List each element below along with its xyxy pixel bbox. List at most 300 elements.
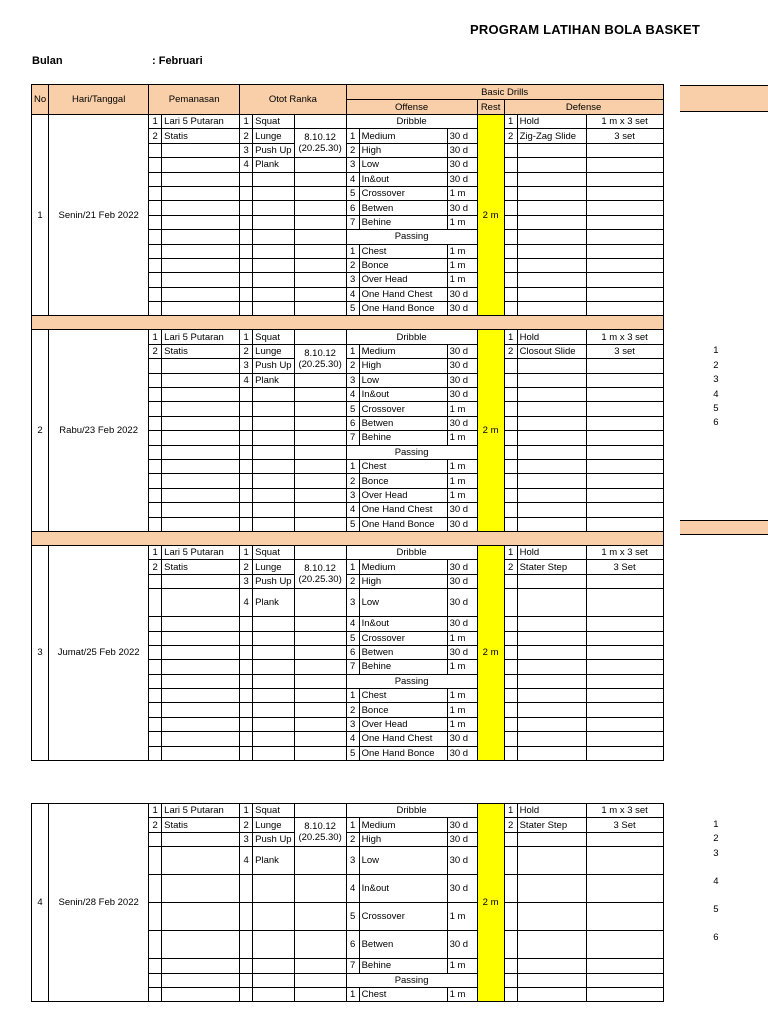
strength-name: Lunge — [253, 560, 294, 574]
strength-name — [253, 431, 294, 445]
defense-name — [517, 903, 586, 931]
strength-reps-empty — [294, 660, 346, 674]
warmup-index — [149, 574, 162, 588]
dribble-index: 1 — [346, 344, 359, 358]
extra-number: 1 — [713, 345, 719, 357]
extra-number: 4 — [713, 388, 719, 400]
defense-name — [517, 474, 586, 488]
strength-name: Squat — [253, 804, 294, 818]
defense-sets — [586, 746, 663, 760]
warmup-index: 2 — [149, 344, 162, 358]
strength-reps-top — [294, 545, 346, 559]
warmup-index: 1 — [149, 804, 162, 818]
defense-index: 1 — [504, 804, 517, 818]
defense-name — [517, 244, 586, 258]
defense-sets — [586, 230, 663, 244]
dribble-name: Crossover — [359, 631, 447, 645]
warmup-index — [149, 959, 162, 973]
passing-name: One Hand Chest — [359, 287, 447, 301]
warmup-index — [149, 488, 162, 502]
strength-reps-empty — [294, 287, 346, 301]
defense-index — [504, 416, 517, 430]
strength-reps-empty — [294, 258, 346, 272]
dribble-name: Betwen — [359, 931, 447, 959]
strength-name — [253, 388, 294, 402]
defense-name — [517, 459, 586, 473]
defense-name — [517, 201, 586, 215]
gap-cell — [32, 789, 664, 804]
strength-name: Push Up — [253, 143, 294, 157]
warmup-name — [162, 201, 240, 215]
dribble-duration: 30 d — [447, 832, 477, 846]
warmup-index — [149, 244, 162, 258]
defense-index — [504, 574, 517, 588]
extra-number: 2 — [713, 833, 719, 845]
strength-name — [253, 931, 294, 959]
defense-sets — [586, 503, 663, 517]
passing-index: 4 — [346, 503, 359, 517]
strength-index: 2 — [240, 344, 253, 358]
warmup-index — [149, 689, 162, 703]
defense-name — [517, 431, 586, 445]
defense-name — [517, 388, 586, 402]
passing-name: Over Head — [359, 717, 447, 731]
extra-number: 4 — [713, 875, 719, 887]
defense-name — [517, 273, 586, 287]
defense-name — [517, 402, 586, 416]
defense-sets: 1 m x 3 set — [586, 115, 663, 129]
strength-reps-top — [294, 804, 346, 818]
passing-name: One Hand Chest — [359, 732, 447, 746]
month-label: Bulan — [32, 55, 63, 67]
strength-index: 4 — [240, 589, 253, 617]
defense-index — [504, 273, 517, 287]
warmup-index — [149, 230, 162, 244]
strength-index — [240, 474, 253, 488]
row-date: Rabu/23 Feb 2022 — [49, 330, 149, 531]
strength-index: 1 — [240, 330, 253, 344]
defense-index — [504, 373, 517, 387]
defense-index — [504, 474, 517, 488]
defense-sets — [586, 973, 663, 987]
section-separator — [32, 316, 665, 330]
dribble-duration: 1 m — [447, 959, 477, 973]
strength-name — [253, 903, 294, 931]
defense-sets — [586, 875, 663, 903]
dribble-index: 5 — [346, 402, 359, 416]
warmup-name — [162, 172, 240, 186]
strength-reps-empty — [294, 517, 346, 531]
defense-name — [517, 660, 586, 674]
defense-index — [504, 617, 517, 631]
defense-sets — [586, 987, 663, 1001]
dribble-name: High — [359, 143, 447, 157]
strength-name — [253, 459, 294, 473]
defense-index — [504, 258, 517, 272]
passing-duration: 30 d — [447, 503, 477, 517]
strength-reps-empty — [294, 689, 346, 703]
defense-name — [517, 875, 586, 903]
warmup-name — [162, 931, 240, 959]
defense-sets: 1 m x 3 set — [586, 804, 663, 818]
warmup-index — [149, 973, 162, 987]
passing-index: 1 — [346, 244, 359, 258]
strength-reps-empty — [294, 987, 346, 1001]
section-separator — [32, 531, 665, 545]
passing-label: Passing — [346, 230, 477, 244]
warmup-index — [149, 645, 162, 659]
defense-sets — [586, 158, 663, 172]
defense-index — [504, 973, 517, 987]
strength-name — [253, 660, 294, 674]
warmup-index: 2 — [149, 560, 162, 574]
strength-reps-empty — [294, 373, 346, 387]
strength-name — [253, 402, 294, 416]
defense-name — [517, 746, 586, 760]
strength-name — [253, 732, 294, 746]
header-hari: Hari/Tanggal — [49, 85, 149, 115]
defense-sets — [586, 143, 663, 157]
warmup-index — [149, 445, 162, 459]
strength-name — [253, 987, 294, 1001]
defense-index — [504, 903, 517, 931]
defense-sets — [586, 517, 663, 531]
dribble-label: Dribble — [346, 545, 477, 559]
strength-index — [240, 302, 253, 316]
dribble-duration: 1 m — [447, 660, 477, 674]
defense-index — [504, 987, 517, 1001]
warmup-index — [149, 431, 162, 445]
strength-name — [253, 488, 294, 502]
strength-index — [240, 215, 253, 229]
defense-name: Closout Slide — [517, 344, 586, 358]
defense-sets — [586, 402, 663, 416]
warmup-name: Lari 5 Putaran — [162, 330, 240, 344]
warmup-index: 2 — [149, 129, 162, 143]
defense-sets — [586, 431, 663, 445]
strength-index — [240, 689, 253, 703]
defense-name — [517, 359, 586, 373]
defense-index: 2 — [504, 818, 517, 832]
passing-name: Chest — [359, 459, 447, 473]
dribble-index: 1 — [346, 129, 359, 143]
warmup-index — [149, 416, 162, 430]
strength-index — [240, 273, 253, 287]
strength-reps-empty — [294, 631, 346, 645]
warmup-index — [149, 388, 162, 402]
warmup-name — [162, 186, 240, 200]
dribble-duration: 30 d — [447, 560, 477, 574]
defense-name — [517, 215, 586, 229]
strength-reps-empty — [294, 402, 346, 416]
warmup-name — [162, 645, 240, 659]
defense-index — [504, 215, 517, 229]
defense-index — [504, 847, 517, 875]
dribble-duration: 1 m — [447, 186, 477, 200]
dribble-index: 5 — [346, 186, 359, 200]
defense-sets — [586, 645, 663, 659]
defense-index — [504, 488, 517, 502]
defense-sets: 3 set — [586, 129, 663, 143]
dribble-duration: 30 d — [447, 574, 477, 588]
warmup-name — [162, 832, 240, 846]
defense-sets: 3 set — [586, 344, 663, 358]
extra-number: 6 — [713, 417, 719, 429]
passing-label: Passing — [346, 445, 477, 459]
warmup-name — [162, 143, 240, 157]
dribble-index: 4 — [346, 617, 359, 631]
defense-index — [504, 459, 517, 473]
strength-name — [253, 717, 294, 731]
strength-name: Plank — [253, 373, 294, 387]
strength-index: 3 — [240, 574, 253, 588]
defense-sets — [586, 959, 663, 973]
warmup-index — [149, 201, 162, 215]
warmup-name — [162, 488, 240, 502]
defense-sets — [586, 631, 663, 645]
strength-index — [240, 732, 253, 746]
warmup-name — [162, 689, 240, 703]
dribble-index: 6 — [346, 416, 359, 430]
defense-name — [517, 645, 586, 659]
passing-name: Over Head — [359, 488, 447, 502]
strength-index — [240, 660, 253, 674]
passing-name: Bonce — [359, 703, 447, 717]
defense-index — [504, 660, 517, 674]
defense-sets — [586, 903, 663, 931]
strength-index — [240, 717, 253, 731]
strength-reps-empty — [294, 244, 346, 258]
defense-sets: 1 m x 3 set — [586, 545, 663, 559]
passing-index: 4 — [346, 732, 359, 746]
passing-index: 3 — [346, 717, 359, 731]
warmup-index — [149, 302, 162, 316]
dribble-name: Low — [359, 589, 447, 617]
table-row — [32, 330, 665, 344]
warmup-index: 2 — [149, 818, 162, 832]
strength-reps — [294, 818, 346, 847]
warmup-index — [149, 717, 162, 731]
strength-name: Squat — [253, 115, 294, 129]
warmup-name: Statis — [162, 818, 240, 832]
strength-name — [253, 172, 294, 186]
defense-name — [517, 732, 586, 746]
strength-name — [253, 703, 294, 717]
defense-sets — [586, 172, 663, 186]
dribble-duration: 30 d — [447, 818, 477, 832]
passing-name: Bonce — [359, 258, 447, 272]
warmup-name: Lari 5 Putaran — [162, 115, 240, 129]
warmup-name — [162, 474, 240, 488]
dribble-name: Behine — [359, 660, 447, 674]
defense-name — [517, 287, 586, 301]
passing-label: Passing — [346, 674, 477, 688]
extra-number: 6 — [713, 931, 719, 943]
dribble-index: 6 — [346, 645, 359, 659]
passing-name: One Hand Bonce — [359, 302, 447, 316]
row-date: Jumat/25 Feb 2022 — [49, 545, 149, 760]
dribble-duration: 1 m — [447, 903, 477, 931]
dribble-duration: 30 d — [447, 847, 477, 875]
warmup-index — [149, 474, 162, 488]
strength-name: Push Up — [253, 359, 294, 373]
warmup-name — [162, 302, 240, 316]
defense-index — [504, 589, 517, 617]
strength-index — [240, 517, 253, 531]
defense-name — [517, 517, 586, 531]
warmup-name — [162, 973, 240, 987]
defense-name: Hold — [517, 545, 586, 559]
defense-name — [517, 158, 586, 172]
reps-value: 8.10.12 — [304, 821, 336, 833]
rest-time: 2 m — [477, 115, 504, 316]
passing-name: Over Head — [359, 273, 447, 287]
strength-name — [253, 244, 294, 258]
table-row — [32, 545, 665, 559]
strength-index — [240, 488, 253, 502]
defense-name — [517, 302, 586, 316]
defense-sets — [586, 847, 663, 875]
warmup-index — [149, 517, 162, 531]
dribble-duration: 1 m — [447, 402, 477, 416]
strength-reps-empty — [294, 474, 346, 488]
dribble-index: 1 — [346, 560, 359, 574]
strength-reps-empty — [294, 674, 346, 688]
dribble-label: Dribble — [346, 804, 477, 818]
defense-name — [517, 574, 586, 588]
defense-index — [504, 631, 517, 645]
strength-name — [253, 287, 294, 301]
strength-reps-empty — [294, 302, 346, 316]
dribble-duration: 30 d — [447, 143, 477, 157]
strength-name — [253, 186, 294, 200]
defense-name: Hold — [517, 115, 586, 129]
warmup-index — [149, 273, 162, 287]
defense-index — [504, 959, 517, 973]
header-pemanasan: Pemanasan — [149, 85, 240, 115]
dribble-duration: 30 d — [447, 359, 477, 373]
warmup-name — [162, 631, 240, 645]
strength-reps-empty — [294, 158, 346, 172]
defense-name — [517, 931, 586, 959]
strength-index — [240, 903, 253, 931]
warmup-name — [162, 244, 240, 258]
defense-name — [517, 373, 586, 387]
warmup-index — [149, 186, 162, 200]
strength-index: 3 — [240, 832, 253, 846]
gap-cell — [32, 761, 664, 776]
passing-index: 5 — [346, 517, 359, 531]
table-row — [32, 115, 665, 129]
warmup-index: 1 — [149, 330, 162, 344]
dribble-duration: 30 d — [447, 416, 477, 430]
defense-sets — [586, 660, 663, 674]
warmup-index — [149, 931, 162, 959]
dribble-name: In&out — [359, 617, 447, 631]
dribble-label: Dribble — [346, 115, 477, 129]
row-date: Senin/21 Feb 2022 — [49, 115, 149, 316]
defense-index — [504, 689, 517, 703]
defense-name: Hold — [517, 330, 586, 344]
strength-name — [253, 273, 294, 287]
passing-name: One Hand Bonce — [359, 517, 447, 531]
warmup-index — [149, 258, 162, 272]
defense-name: Hold — [517, 804, 586, 818]
defense-name — [517, 445, 586, 459]
defense-index — [504, 359, 517, 373]
strength-reps — [294, 129, 346, 158]
strength-name — [253, 445, 294, 459]
warmup-name — [162, 287, 240, 301]
strength-index: 1 — [240, 115, 253, 129]
passing-index: 3 — [346, 273, 359, 287]
reps-value: 8.10.12 — [304, 347, 336, 359]
warmup-index — [149, 143, 162, 157]
warmup-name — [162, 660, 240, 674]
strength-index — [240, 445, 253, 459]
strength-index: 4 — [240, 847, 253, 875]
defense-sets: 3 Set — [586, 560, 663, 574]
rest-time: 2 m — [477, 804, 504, 1002]
warmup-name — [162, 959, 240, 973]
passing-duration: 1 m — [447, 474, 477, 488]
warmup-name — [162, 359, 240, 373]
reps-value-alt: (20.25.30) — [298, 832, 342, 844]
month-value: : Februari — [152, 55, 203, 67]
header-basic-drills: Basic Drills — [346, 85, 663, 100]
gap-cell — [32, 775, 664, 789]
extra-number: 5 — [713, 903, 719, 915]
warmup-name — [162, 703, 240, 717]
strength-index — [240, 931, 253, 959]
warmup-name — [162, 273, 240, 287]
strength-name — [253, 302, 294, 316]
reps-value: 8.10.12 — [304, 563, 336, 575]
defense-sets — [586, 689, 663, 703]
warmup-index — [149, 287, 162, 301]
strength-name — [253, 959, 294, 973]
defense-name — [517, 172, 586, 186]
defense-sets — [586, 488, 663, 502]
defense-index — [504, 143, 517, 157]
dribble-duration: 30 d — [447, 589, 477, 617]
strength-reps-empty — [294, 431, 346, 445]
defense-sets — [586, 359, 663, 373]
passing-index: 1 — [346, 459, 359, 473]
defense-name — [517, 589, 586, 617]
dribble-name: High — [359, 832, 447, 846]
dribble-index: 2 — [346, 832, 359, 846]
section-gap — [32, 789, 665, 804]
defense-index — [504, 645, 517, 659]
dribble-duration: 1 m — [447, 431, 477, 445]
strength-index: 2 — [240, 560, 253, 574]
strength-reps-empty — [294, 746, 346, 760]
warmup-name — [162, 617, 240, 631]
passing-label: Passing — [346, 973, 477, 987]
warmup-index — [149, 875, 162, 903]
separator-extension — [680, 520, 768, 535]
dribble-index: 4 — [346, 875, 359, 903]
passing-duration: 1 m — [447, 488, 477, 502]
extra-number: 5 — [713, 402, 719, 414]
dribble-duration: 30 d — [447, 388, 477, 402]
warmup-index — [149, 373, 162, 387]
strength-index — [240, 287, 253, 301]
strength-name — [253, 230, 294, 244]
dribble-name: High — [359, 574, 447, 588]
table-row — [32, 804, 665, 818]
